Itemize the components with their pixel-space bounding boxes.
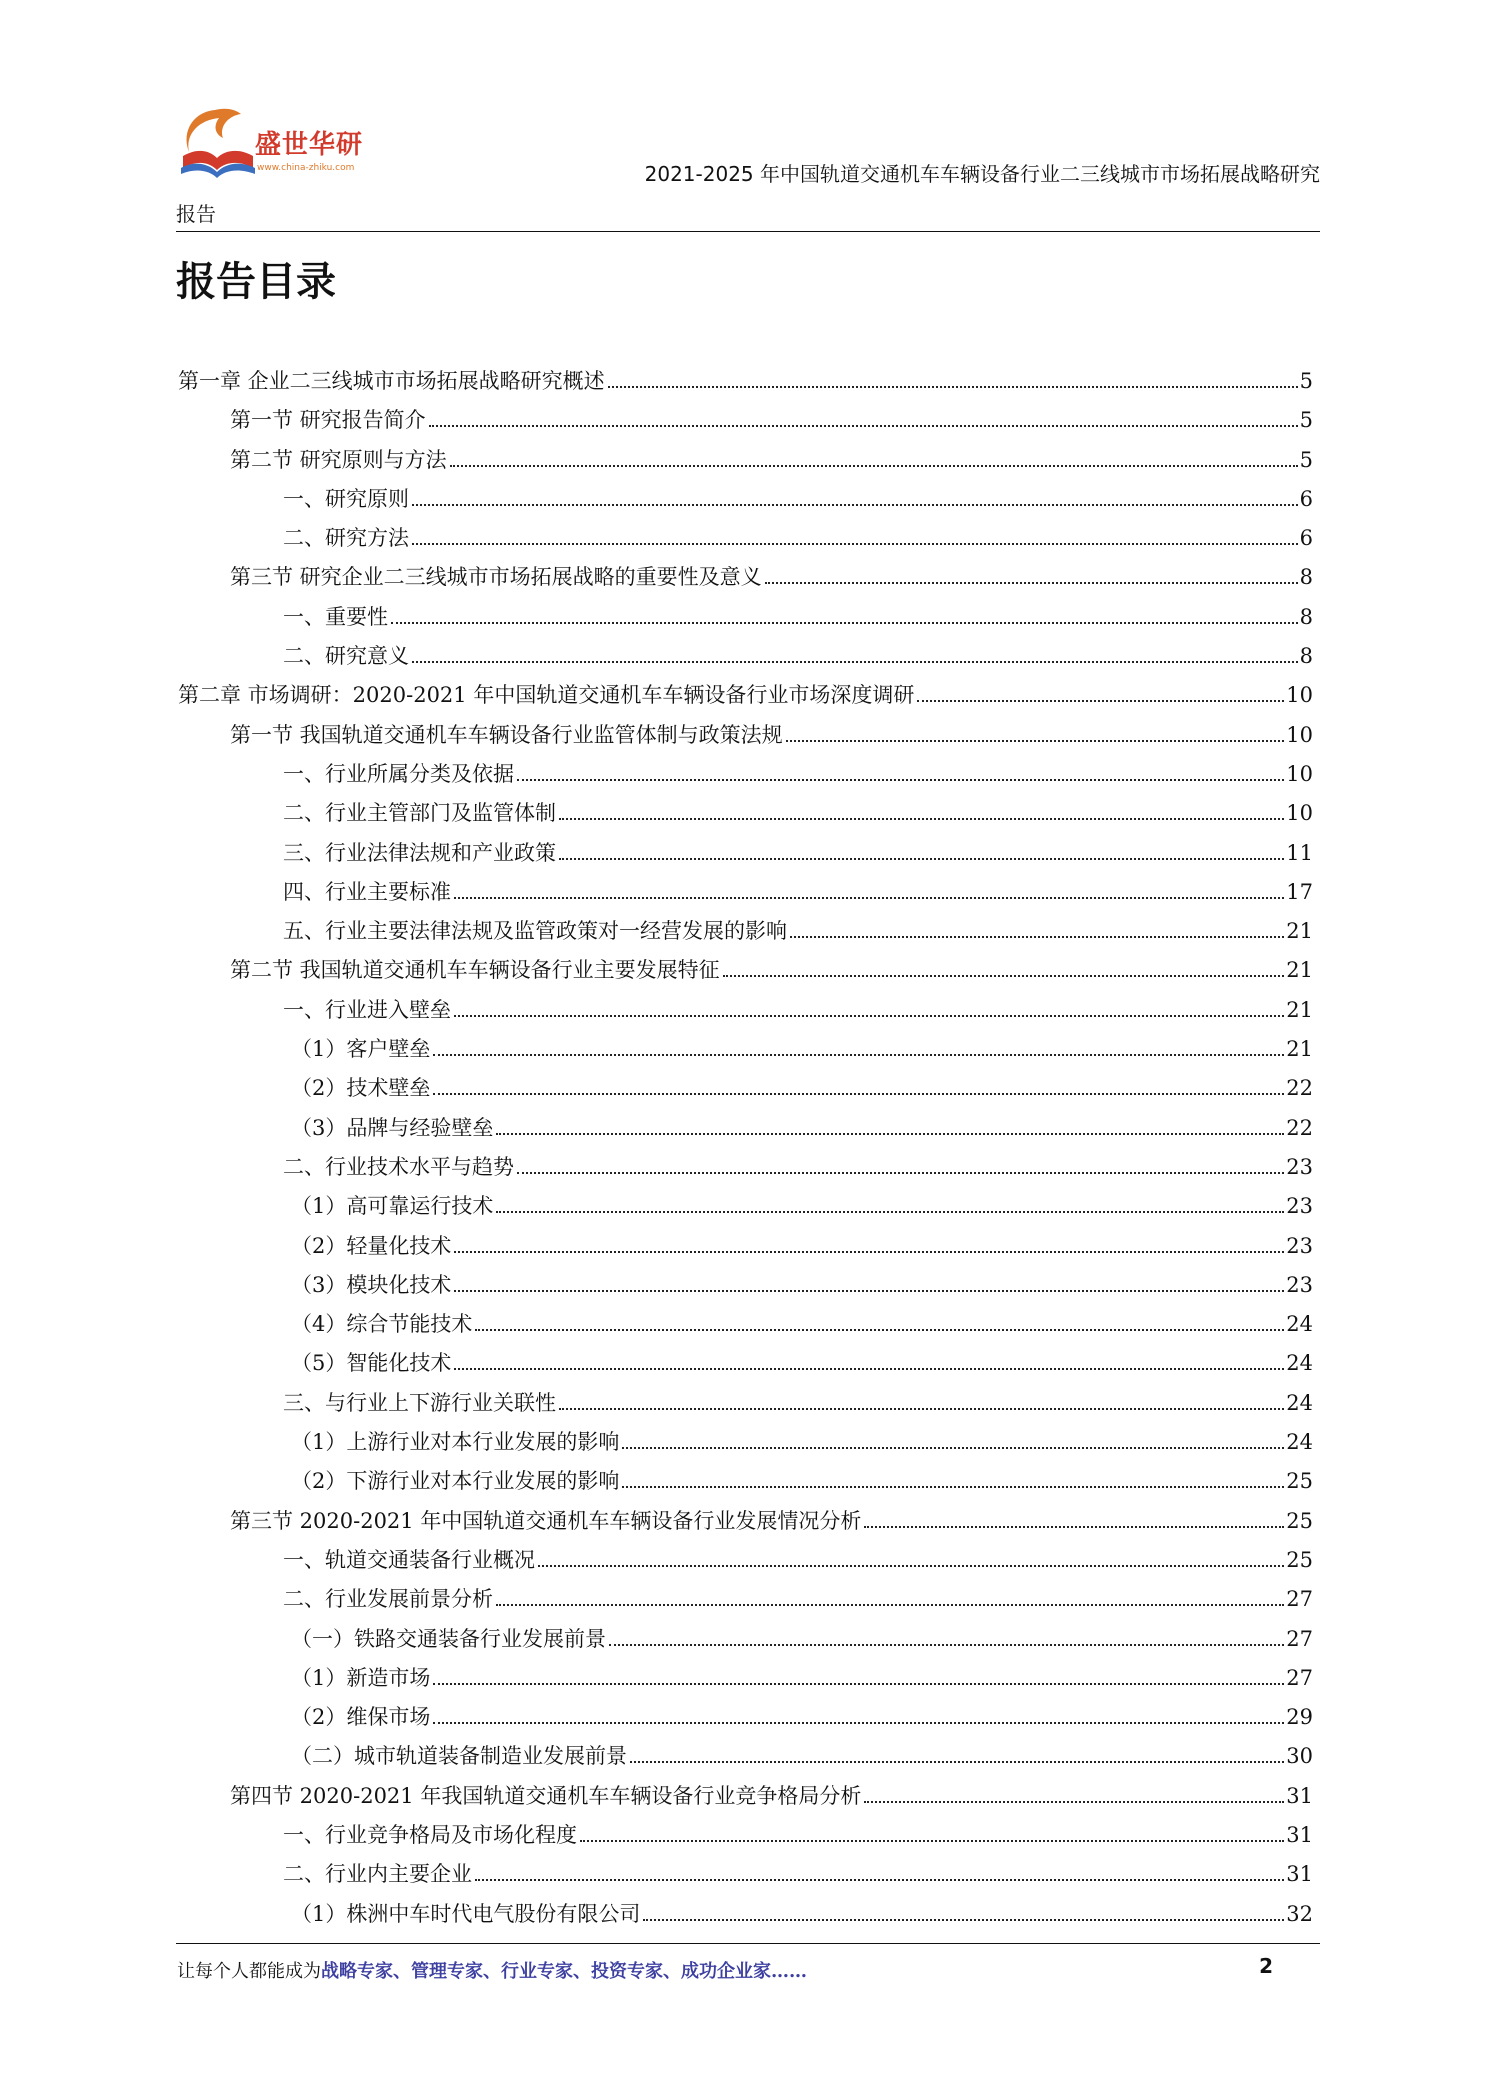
toc-entry-page: 17 <box>1286 879 1313 904</box>
toc-dot-leader <box>609 1644 1284 1646</box>
footer-slogan-prefix: 让每个人都能成为 <box>177 1961 321 1982</box>
toc-entry-title: （2）技术壁垒 <box>291 1076 431 1101</box>
toc-entry[interactable] <box>178 834 1313 873</box>
toc-dot-leader <box>723 975 1285 977</box>
toc-entry[interactable] <box>178 1109 1313 1148</box>
toc-entry[interactable] <box>178 1580 1313 1619</box>
toc-dot-leader <box>864 1526 1284 1528</box>
toc-dot-leader <box>454 897 1284 899</box>
toc-entry-page: 21 <box>1286 997 1313 1022</box>
page-title: 报告目录 <box>176 259 336 305</box>
toc-entry-title: 二、行业技术水平与趋势 <box>283 1154 514 1179</box>
toc-entry[interactable] <box>178 1227 1313 1266</box>
toc-entry-title: （一）铁路交通装备行业发展前景 <box>291 1626 606 1651</box>
toc-entry[interactable] <box>178 1069 1313 1108</box>
toc-entry-page: 21 <box>1286 919 1313 944</box>
toc-entry[interactable] <box>178 598 1313 637</box>
toc-entry-page: 27 <box>1286 1587 1313 1612</box>
toc-entry-page: 22 <box>1286 1115 1313 1140</box>
toc-entry-page: 10 <box>1286 683 1313 708</box>
toc-entry[interactable] <box>178 637 1313 676</box>
toc-entry-title: 一、研究原则 <box>283 486 409 511</box>
toc-dot-leader <box>643 1919 1284 1921</box>
toc-entry-page: 24 <box>1286 1312 1313 1337</box>
report-subtitle: 报告 <box>176 202 216 226</box>
brand-logo <box>175 102 385 182</box>
toc-dot-leader <box>412 504 1298 506</box>
toc-dot-leader <box>433 1093 1284 1095</box>
toc-entry-page: 31 <box>1286 1822 1313 1847</box>
toc-entry-page: 29 <box>1286 1705 1313 1730</box>
toc-entry[interactable] <box>178 1737 1313 1776</box>
toc-dot-leader <box>517 1172 1284 1174</box>
toc-dot-leader <box>454 1290 1284 1292</box>
toc-entry-title: （二）城市轨道装备制造业发展前景 <box>291 1744 627 1769</box>
toc-entry[interactable] <box>178 1148 1313 1187</box>
toc-entry-title: 三、与行业上下游行业关联性 <box>283 1390 556 1415</box>
brand-logo-icon <box>175 102 259 182</box>
toc-entry-title: 五、行业主要法律法规及监管政策对一经营发展的影响 <box>283 919 787 944</box>
toc-dot-leader <box>580 1840 1284 1842</box>
toc-entry-page: 21 <box>1286 1037 1313 1062</box>
toc-dot-leader <box>630 1761 1284 1763</box>
toc-entry-title: （2）维保市场 <box>291 1705 431 1730</box>
toc-dot-leader <box>496 1211 1284 1213</box>
toc-entry[interactable] <box>178 1030 1313 1069</box>
toc-dot-leader <box>433 1722 1284 1724</box>
toc-entry-title: （1）高可靠运行技术 <box>291 1194 494 1219</box>
toc-dot-leader <box>517 779 1284 781</box>
toc-entry[interactable] <box>178 1462 1313 1501</box>
toc-entry-page: 5 <box>1299 369 1313 393</box>
toc-entry-page: 23 <box>1286 1154 1313 1179</box>
toc-dot-leader <box>412 543 1298 545</box>
toc-entry[interactable] <box>178 912 1313 951</box>
toc-entry[interactable] <box>178 1816 1313 1855</box>
toc-entry-title: 一、行业进入壁垒 <box>283 997 451 1022</box>
toc-dot-leader <box>429 425 1298 427</box>
toc-dot-leader <box>496 1133 1284 1135</box>
toc-dot-leader <box>475 1329 1284 1331</box>
footer-slogan <box>177 1957 807 1983</box>
toc-entry[interactable] <box>178 794 1313 833</box>
toc-entry-title: 一、行业所属分类及依据 <box>283 761 514 786</box>
toc-entry-title: 第三节 2020-2021 年中国轨道交通机车车辆设备行业发展情况分析 <box>230 1508 862 1533</box>
toc-entry-title: （4）综合节能技术 <box>291 1312 473 1337</box>
toc-entry-page: 25 <box>1286 1547 1313 1572</box>
toc-dot-leader <box>454 1015 1284 1017</box>
toc-entry[interactable] <box>178 1659 1313 1698</box>
toc-entry-title: 二、行业内主要企业 <box>283 1862 472 1887</box>
toc-entry-title: 第三节 研究企业二三线城市市场拓展战略的重要性及意义 <box>230 565 762 590</box>
toc-dot-leader <box>450 465 1298 467</box>
toc-dot-leader <box>454 1251 1284 1253</box>
toc-entry[interactable] <box>178 480 1313 519</box>
toc-dot-leader <box>917 700 1284 702</box>
toc-entry-page: 23 <box>1286 1194 1313 1219</box>
toc-entry-page: 25 <box>1286 1469 1313 1494</box>
toc-entry-page: 6 <box>1299 526 1313 551</box>
toc-entry-page: 24 <box>1286 1390 1313 1415</box>
toc-entry-page: 10 <box>1286 722 1313 747</box>
toc-entry[interactable] <box>178 951 1313 990</box>
toc-dot-leader <box>864 1801 1284 1803</box>
toc-entry-title: （1）上游行业对本行业发展的影响 <box>291 1430 620 1455</box>
toc-entry-title: 二、行业主管部门及监管体制 <box>283 801 556 826</box>
toc-entry-title: （1）新造市场 <box>291 1665 431 1690</box>
toc-entry-title: 第一节 研究报告简介 <box>230 408 426 433</box>
toc-entry[interactable] <box>178 558 1313 597</box>
toc-entry[interactable] <box>178 755 1313 794</box>
toc-entry-page: 25 <box>1286 1508 1313 1533</box>
toc-dot-leader <box>608 386 1298 388</box>
toc-entry[interactable] <box>178 1777 1313 1816</box>
toc-entry[interactable] <box>178 1187 1313 1226</box>
toc-entry[interactable] <box>178 1502 1313 1541</box>
toc-entry-page: 27 <box>1286 1626 1313 1651</box>
toc-entry-page: 24 <box>1286 1351 1313 1376</box>
toc-entry-title: （2）下游行业对本行业发展的影响 <box>291 1469 620 1494</box>
toc-entry[interactable] <box>178 401 1313 440</box>
toc-dot-leader <box>559 858 1284 860</box>
toc-entry-page: 8 <box>1299 604 1313 629</box>
toc-entry-page: 23 <box>1286 1272 1313 1297</box>
toc-entry-title: 一、行业竞争格局及市场化程度 <box>283 1822 577 1847</box>
toc-entry-page: 5 <box>1299 447 1313 472</box>
toc-entry-page: 24 <box>1286 1430 1313 1455</box>
table-of-contents <box>178 362 1313 1934</box>
toc-entry-title: 三、行业法律法规和产业政策 <box>283 840 556 865</box>
toc-entry-page: 11 <box>1286 840 1313 865</box>
toc-entry[interactable] <box>178 991 1313 1030</box>
toc-entry[interactable] <box>178 716 1313 755</box>
toc-entry-title: 第四节 2020-2021 年我国轨道交通机车车辆设备行业竞争格局分析 <box>230 1783 862 1808</box>
toc-entry-page: 31 <box>1286 1862 1313 1887</box>
toc-entry-page: 31 <box>1286 1783 1313 1808</box>
toc-entry[interactable] <box>178 1305 1313 1344</box>
toc-dot-leader <box>454 1368 1284 1370</box>
toc-entry-title: （1）株洲中车时代电气股份有限公司 <box>291 1901 641 1926</box>
toc-entry[interactable] <box>178 1384 1313 1423</box>
footer-divider <box>176 1943 1320 1944</box>
toc-entry-title: 第二章 市场调研：2020-2021 年中国轨道交通机车车辆设备行业市场深度调研 <box>178 683 915 708</box>
toc-dot-leader <box>496 1604 1284 1606</box>
brand-url: www.china-zhiku.com <box>257 163 355 173</box>
toc-entry-title: （2）轻量化技术 <box>291 1233 452 1258</box>
toc-entry[interactable] <box>178 362 1313 401</box>
toc-entry-title: 二、研究方法 <box>283 526 409 551</box>
toc-entry-title: 第一章 企业二三线城市市场拓展战略研究概述 <box>178 369 605 393</box>
toc-entry-title: 二、行业发展前景分析 <box>283 1587 493 1612</box>
toc-entry-title: （1）客户壁垒 <box>291 1037 431 1062</box>
toc-entry-title: （5）智能化技术 <box>291 1351 452 1376</box>
toc-entry-page: 30 <box>1286 1744 1313 1769</box>
page-number: 2 <box>1259 1954 1273 1978</box>
toc-dot-leader <box>391 622 1298 624</box>
toc-entry-page: 27 <box>1286 1665 1313 1690</box>
toc-entry[interactable] <box>178 1423 1313 1462</box>
toc-dot-leader <box>559 818 1284 820</box>
toc-dot-leader <box>622 1486 1284 1488</box>
toc-entry[interactable] <box>178 519 1313 558</box>
toc-entry-title: 二、研究意义 <box>283 644 409 669</box>
toc-dot-leader <box>786 740 1285 742</box>
report-title: 2021-2025 年中国轨道交通机车车辆设备行业二三线城市市场拓展战略研究 <box>644 162 1320 186</box>
toc-entry[interactable] <box>178 1266 1313 1305</box>
toc-dot-leader <box>790 936 1284 938</box>
toc-entry-page: 10 <box>1286 761 1313 786</box>
toc-dot-leader <box>433 1054 1284 1056</box>
brand-name: 盛世华研 <box>255 130 364 160</box>
footer-slogan-highlight: 战略专家、管理专家、行业专家、投资专家、成功企业家…… <box>321 1961 807 1982</box>
toc-entry-title: 一、轨道交通装备行业概况 <box>283 1547 535 1572</box>
toc-entry[interactable] <box>178 1895 1313 1934</box>
toc-entry-page: 8 <box>1299 565 1313 590</box>
toc-entry-title: 第一节 我国轨道交通机车车辆设备行业监管体制与政策法规 <box>230 722 783 747</box>
toc-dot-leader <box>765 582 1298 584</box>
toc-dot-leader <box>475 1879 1284 1881</box>
toc-entry[interactable] <box>178 1541 1313 1580</box>
toc-entry[interactable] <box>178 676 1313 715</box>
toc-entry-page: 23 <box>1286 1233 1313 1258</box>
toc-dot-leader <box>538 1565 1284 1567</box>
toc-entry-page: 32 <box>1286 1901 1313 1926</box>
toc-entry-title: 第二节 研究原则与方法 <box>230 447 447 472</box>
toc-entry[interactable] <box>178 1620 1313 1659</box>
toc-entry-title: （3）品牌与经验壁垒 <box>291 1115 494 1140</box>
toc-entry-page: 6 <box>1299 486 1313 511</box>
toc-entry-title: （3）模块化技术 <box>291 1272 452 1297</box>
toc-entry-title: 第二节 我国轨道交通机车车辆设备行业主要发展特征 <box>230 958 720 983</box>
toc-entry-title: 四、行业主要标准 <box>283 879 451 904</box>
toc-dot-leader <box>412 661 1298 663</box>
toc-dot-leader <box>433 1683 1284 1685</box>
toc-entry[interactable] <box>178 1344 1313 1383</box>
toc-entry-page: 22 <box>1286 1076 1313 1101</box>
toc-entry[interactable] <box>178 441 1313 480</box>
toc-entry-page: 10 <box>1286 801 1313 826</box>
toc-entry-title: 一、重要性 <box>283 604 388 629</box>
toc-dot-leader <box>559 1408 1284 1410</box>
toc-entry-page: 8 <box>1299 644 1313 669</box>
toc-entry-page: 21 <box>1286 958 1313 983</box>
toc-entry[interactable] <box>178 1855 1313 1894</box>
toc-entry[interactable] <box>178 1698 1313 1737</box>
toc-dot-leader <box>622 1447 1284 1449</box>
toc-entry-page: 5 <box>1299 408 1313 433</box>
header-divider <box>176 231 1320 232</box>
toc-entry[interactable] <box>178 873 1313 912</box>
